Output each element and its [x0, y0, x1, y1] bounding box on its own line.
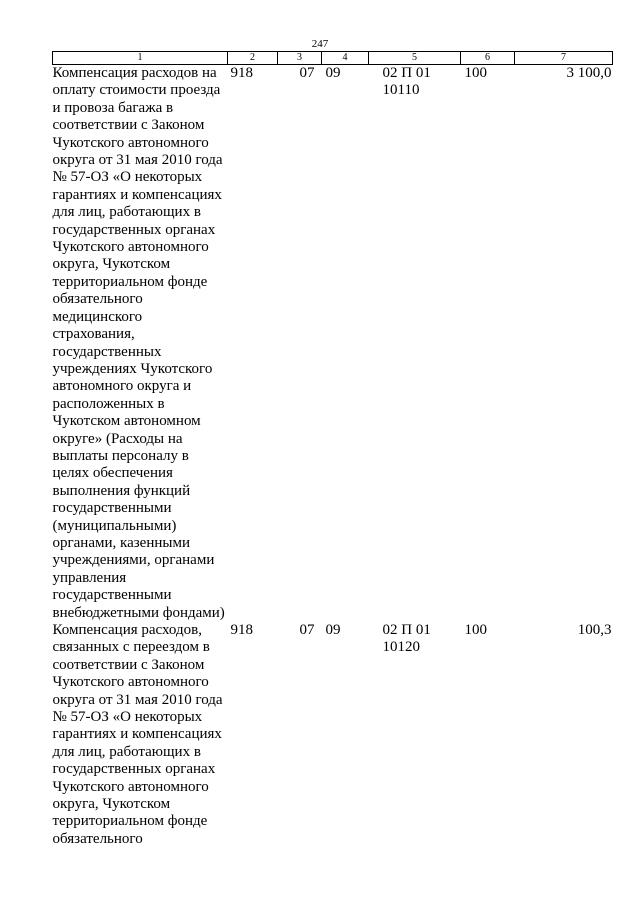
row-amount: 100,3 — [577, 622, 612, 638]
table-row — [53, 622, 613, 848]
page-number: 247 — [311, 38, 329, 50]
column-header-4: 4 — [322, 52, 369, 65]
column-header-2: 2 — [228, 52, 278, 65]
row-expense-type: 100 — [464, 65, 487, 81]
column-header-6: 6 — [461, 52, 515, 65]
row-amount: 3 100,0 — [566, 65, 612, 81]
row-ministry-code: 918 — [230, 65, 253, 81]
column-header-3: 3 — [278, 52, 322, 65]
row-target-code: 02 П 01 10110 — [382, 65, 431, 99]
row-ministry-code: 918 — [230, 622, 253, 638]
column-header-5: 5 — [369, 52, 461, 65]
budget-table — [52, 51, 613, 848]
column-number-row — [53, 52, 613, 65]
column-header-7: 7 — [515, 52, 613, 65]
row-target-code: 02 П 01 10120 — [382, 622, 431, 656]
row-subsection-code: 09 — [325, 622, 341, 638]
row-section-code: 07 — [299, 622, 315, 638]
column-header-1: 1 — [53, 52, 228, 65]
table-row — [53, 65, 613, 623]
row-description: Компенсация расходов, связанных с переездом в соответствии с Законом Чукотского автономного округа от 31 мая 2010 года № 57-ОЗ «О некоторых гарантиях и компенсациях для лиц, работающих в государственных органах Чукотского автономного округа, Чукотском территориальном фонде обязательного — [52, 622, 223, 847]
row-subsection-code: 09 — [325, 65, 341, 81]
row-description: Компенсация расходов на оплату стоимости проезда и провоза багажа в соответствии с Законом Чукотского автономного округа от 31 мая 2010 года № 57-ОЗ «О некоторых гарантиях и компенсациях для лиц, работающих в государственных органах Чукотского автономного округа, Чукотском территориальном фонде обязательного медицинского страхования, государственных учреждениях Чукотского автономного округа и расположенных в Чукотском автономном округе» (Расходы на выплаты персоналу в целях обеспечения выполнения функций государственными (муниципальными) органами, казенными учреждениями, органами управления государственными внебюджетными фондами) — [52, 65, 225, 621]
row-section-code: 07 — [299, 65, 315, 81]
row-expense-type: 100 — [464, 622, 487, 638]
